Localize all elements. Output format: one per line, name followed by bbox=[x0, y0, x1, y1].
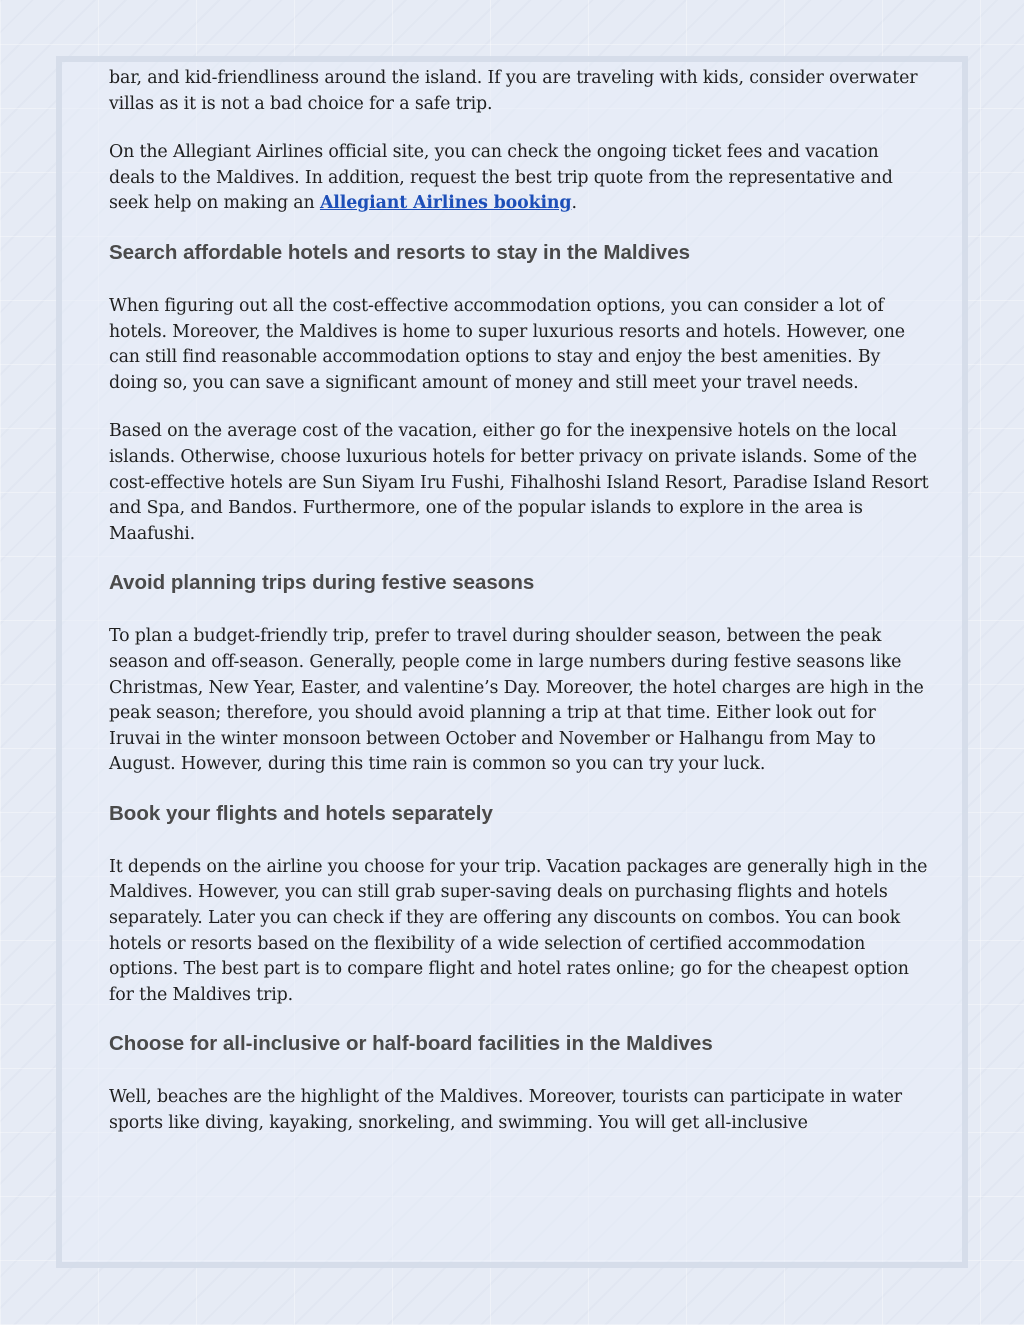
paragraph-beaches: Well, beaches are the highlight of the Maldives. Moreover, tourists can participate in water sports like diving, kayaking, snorkeling, and swimming. You will get all-inclusive bbox=[109, 1087, 902, 1134]
paragraph-text-end: . bbox=[571, 193, 577, 214]
allegiant-booking-link[interactable]: Allegiant Airlines booking bbox=[319, 193, 572, 214]
document-content bbox=[109, 66, 929, 1160]
heading-affordable-hotels: Search affordable hotels and resorts to stay in the Maldives bbox=[109, 240, 690, 264]
paragraph-text: On the Allegiant Airlines official site, you can check the ongoing ticket fees and vacation deals to the Maldives. In addition, request the best trip quote from the representative and seek help on making an bbox=[109, 142, 893, 214]
paragraph-airline-choice: It depends on the airline you choose for your trip. Vacation packages are generally high in the Maldives. However, you can still grab super-saving deals on purchasing flights and hotels separately. Later you can check if they are offering any discounts on combos. You can book hotels or resorts based on the flexibility of a wide selection of certified accommodation options. The best part is to compare flight and hotel rates online; go for the cheapest option for the Maldives trip. bbox=[109, 856, 928, 1005]
heading-book-separately: Book your flights and hotels separately bbox=[109, 801, 493, 825]
paragraph-accommodation-options: When figuring out all the cost-effective accommodation options, you can consider a lot of hotels. Moreover, the Maldives is home to super luxurious resorts and hotels. However, one can still find reasonable accommodation options to stay and enjoy the best amenities. By doing so, you can save a significant amount of money and still meet your travel needs. bbox=[109, 295, 905, 393]
paragraph-shoulder-season: To plan a budget-friendly trip, prefer to travel during shoulder season, between the peak season and off-season. Generally, people come in large numbers during festive seasons like Christmas, New Year, Easter, and valentine’s Day. Moreover, the hotel charges are high in the peak season; therefore, you should avoid planning a trip at that time. Either look out for Iruvai in the winter monsoon between October and November or Halhangu from May to August. However, during this time rain is common so you can try your luck. bbox=[109, 626, 924, 775]
paragraph-average-cost: Based on the average cost of the vacation, either go for the inexpensive hotels on the local islands. Otherwise, choose luxurious hotels for better privacy on private islands. Some of the cost-effective hotels are Sun Siyam Iru Fushi, Fihalhoshi Island Resort, Paradise Island Resort and Spa, and Bandos. Furthermore, one of the popular islands to explore in the area is Maafushi. bbox=[109, 421, 929, 544]
heading-all-inclusive: Choose for all-inclusive or half-board facilities in the Maldives bbox=[109, 1032, 713, 1056]
paragraph-allegiant-official-site bbox=[109, 140, 929, 217]
paragraph-kid-friendliness: bar, and kid-friendliness around the island. If you are traveling with kids, consider overwater villas as it is not a bad choice for a safe trip. bbox=[109, 68, 918, 114]
heading-festive-seasons: Avoid planning trips during festive seasons bbox=[109, 571, 535, 595]
